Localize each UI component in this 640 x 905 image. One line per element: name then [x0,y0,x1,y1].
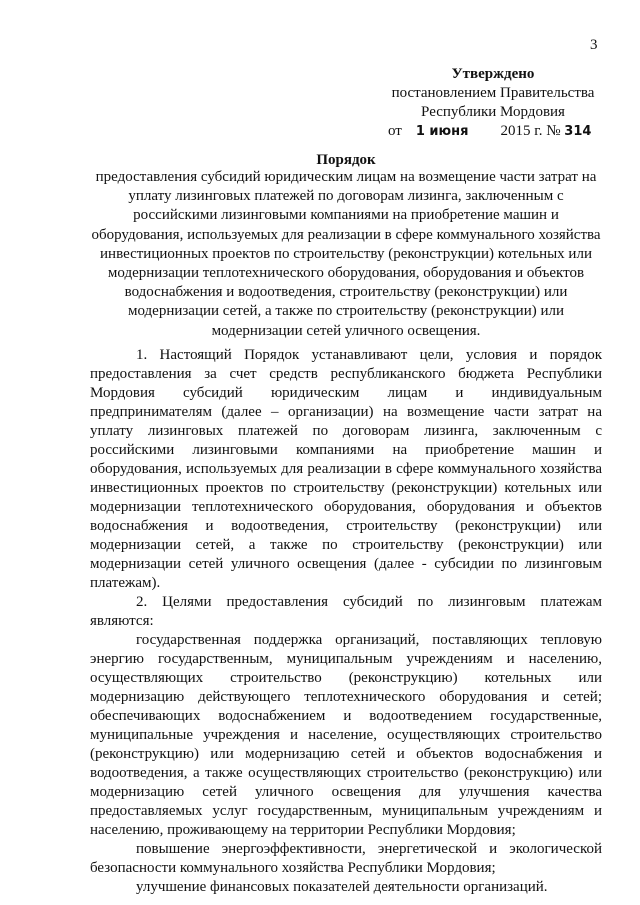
paragraph-1: 1. Настоящий Порядок устанавливают цели, условия и порядок предоставления за счет средств республиканского бюджета Республики Мордовия субсидий юридическим лицам и индивидуальным предпринимателям (далее – организации) на возмещение части затрат на уплату лизинговых платежей по договорам лизинга, заключенным с российскими лизинговыми компаниями на приобретение машин и оборудования, используемых для реализации в сфере коммунального хозяйства инвестиционных проектов по строительству (реконструкции) котельных или модернизации теплотехнического оборудования, оборудования и объектов водоснабжения и водоотведения, строительству (реконструкции) или модернизации сетей, а также по строительству (реконструкции) или модернизации сетей уличного освещения (далее - субсидии по лизинговым платежам). [90,347,602,591]
approval-date-line [368,122,618,141]
handwritten-day: 1 июня [415,124,469,139]
from-label: от [388,123,402,139]
document-title: Порядок [316,152,376,168]
document-subtitle: предоставления субсидий юридическим лицам на возмещение части затрат на уплату лизинговых платежей по договорам лизинга, заключенным с российскими лизинговыми компаниями на приобретение машин и оборудования, используемых для реализации в сфере коммунального хозяйства инвестиционных проектов по строительству (реконструкции) котельных или модернизации теплотехнического оборудования, оборудования и объектов водоснабжения и водоотведения, строительству (реконструкции) или модернизации сетей, а также по строительству (реконструкции) или модернизации сетей уличного освещения. [91,169,601,339]
number-sign: № [546,123,561,139]
list-item-financial-indicators: улучшение финансовых показателей деятельности организаций. [136,879,548,895]
list-item-state-support: государственная поддержка организаций, поставляющих тепловую энергию государственным, муниципальным учреждениям и населению, осуществляющих строительство (реконструкцию) котельных или модернизацию действующего теплотехнического оборудования и сетей; обеспечивающих водоснабжением и водоотведением государственные, муниципальные учреждения и население, осуществляющих строительство (реконструкцию) или модернизацию сетей и объектов водоснабжения и водоотведения, а также осуществляющих строительство (реконструкцию) или модернизацию сетей уличного освещения для улучшения качества предоставляемых услуг государственным, муниципальным учреждениям и населению, проживающему на территории Республики Мордовия; [90,632,602,838]
handwritten-number: 314 [564,124,592,139]
approval-heading: Утверждено [451,66,535,82]
list-item-energy-efficiency: повышение энергоэффективности, энергетической и экологической безопасности коммунального хозяйства Республики Мордовия; [90,841,602,876]
document-body [90,346,602,897]
approval-line-1: постановлением Правительства [391,85,595,101]
approval-block [368,65,618,141]
approval-year: 2015 г. [500,123,543,139]
approval-line-2: Республики Мордовия [421,104,565,120]
paragraph-2: 2. Целями предоставления субсидий по лизинговым платежам являются: [90,594,602,629]
page-number: 3 [590,37,598,53]
